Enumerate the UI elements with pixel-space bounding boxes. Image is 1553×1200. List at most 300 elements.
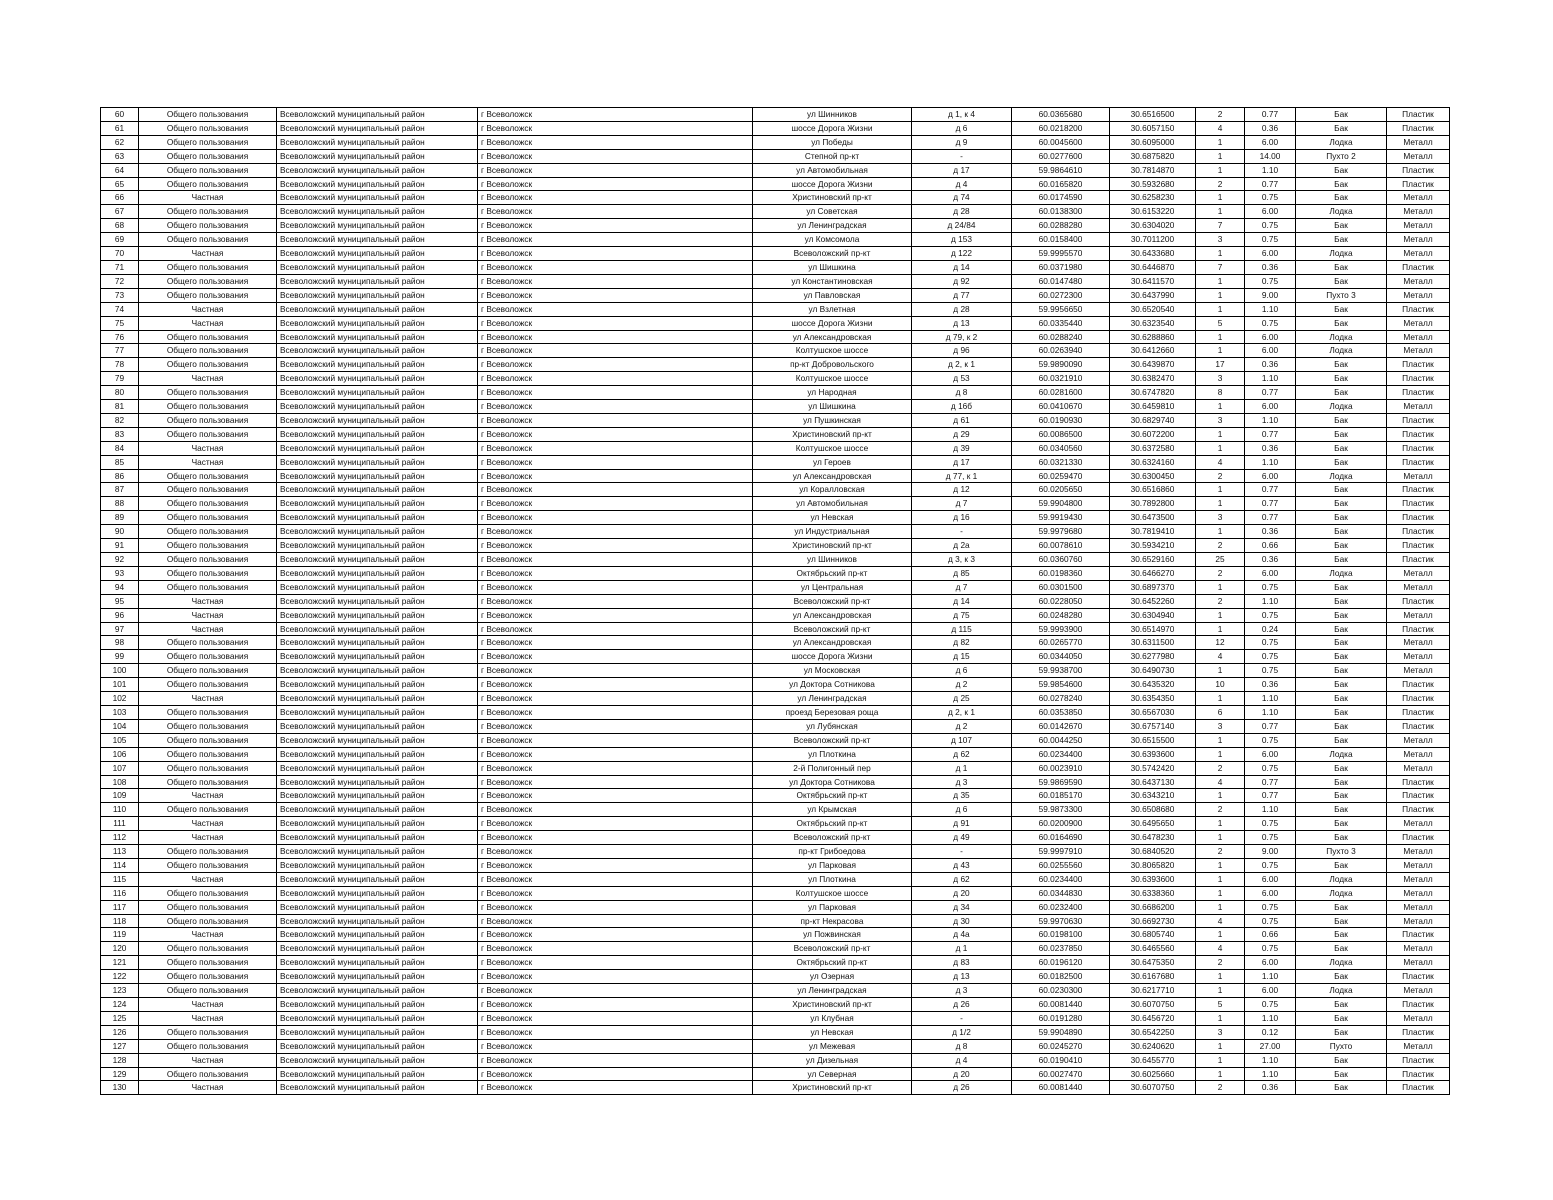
container-type-cell: Лодка bbox=[1296, 247, 1387, 261]
count-cell: 1 bbox=[1196, 427, 1245, 441]
district-cell: Всеволожский муниципальный район bbox=[277, 719, 478, 733]
volume-cell: 0.75 bbox=[1245, 858, 1296, 872]
container-type-cell: Бак bbox=[1296, 942, 1387, 956]
city-cell: г Всеволожск bbox=[478, 539, 753, 553]
longitude-cell: 30.6095000 bbox=[1110, 135, 1196, 149]
longitude-cell: 30.6515500 bbox=[1110, 733, 1196, 747]
material-cell: Металл bbox=[1387, 247, 1450, 261]
house-cell: д 61 bbox=[912, 413, 1012, 427]
table-row bbox=[101, 817, 1450, 831]
latitude-cell: 60.0158400 bbox=[1012, 233, 1110, 247]
district-cell: Всеволожский муниципальный район bbox=[277, 928, 478, 942]
count-cell: 1 bbox=[1196, 149, 1245, 163]
longitude-cell: 30.6692730 bbox=[1110, 914, 1196, 928]
row-number-cell: 120 bbox=[101, 942, 139, 956]
count-cell: 1 bbox=[1196, 483, 1245, 497]
city-cell: г Всеволожск bbox=[478, 386, 753, 400]
street-cell: Степной пр-кт bbox=[753, 149, 912, 163]
count-cell: 5 bbox=[1196, 316, 1245, 330]
table-row bbox=[101, 678, 1450, 692]
street-cell: ул Центральная bbox=[753, 580, 912, 594]
count-cell: 3 bbox=[1196, 1025, 1245, 1039]
ownership-cell: Общего пользования bbox=[139, 358, 277, 372]
longitude-cell: 30.6875820 bbox=[1110, 149, 1196, 163]
house-cell: д 77, к 1 bbox=[912, 469, 1012, 483]
ownership-cell: Общего пользования bbox=[139, 705, 277, 719]
row-number-cell: 122 bbox=[101, 970, 139, 984]
row-number-cell: 68 bbox=[101, 219, 139, 233]
district-cell: Всеволожский муниципальный район bbox=[277, 274, 478, 288]
row-number-cell: 114 bbox=[101, 858, 139, 872]
table-row bbox=[101, 149, 1450, 163]
district-cell: Всеволожский муниципальный район bbox=[277, 1067, 478, 1081]
count-cell: 2 bbox=[1196, 566, 1245, 580]
latitude-cell: 60.0045600 bbox=[1012, 135, 1110, 149]
material-cell: Пластик bbox=[1387, 553, 1450, 567]
latitude-cell: 60.0353850 bbox=[1012, 705, 1110, 719]
volume-cell: 1.10 bbox=[1245, 803, 1296, 817]
table-row bbox=[101, 594, 1450, 608]
latitude-cell: 60.0142670 bbox=[1012, 719, 1110, 733]
ownership-cell: Общего пользования bbox=[139, 650, 277, 664]
city-cell: г Всеволожск bbox=[478, 1053, 753, 1067]
container-type-cell: Бак bbox=[1296, 858, 1387, 872]
house-cell: д 1 bbox=[912, 761, 1012, 775]
table-row bbox=[101, 191, 1450, 205]
volume-cell: 1.10 bbox=[1245, 1011, 1296, 1025]
longitude-cell: 30.6311500 bbox=[1110, 636, 1196, 650]
container-type-cell: Бак bbox=[1296, 803, 1387, 817]
house-cell: д 3, к 3 bbox=[912, 553, 1012, 567]
ownership-cell: Частная bbox=[139, 1053, 277, 1067]
volume-cell: 1.10 bbox=[1245, 372, 1296, 386]
material-cell: Пластик bbox=[1387, 831, 1450, 845]
material-cell: Металл bbox=[1387, 219, 1450, 233]
street-cell: проезд Березовая роща bbox=[753, 705, 912, 719]
container-type-cell: Бак bbox=[1296, 664, 1387, 678]
material-cell: Металл bbox=[1387, 288, 1450, 302]
latitude-cell: 60.0340560 bbox=[1012, 441, 1110, 455]
city-cell: г Всеволожск bbox=[478, 1081, 753, 1095]
ownership-cell: Общего пользования bbox=[139, 483, 277, 497]
row-number-cell: 105 bbox=[101, 733, 139, 747]
row-number-cell: 103 bbox=[101, 705, 139, 719]
house-cell: д 122 bbox=[912, 247, 1012, 261]
city-cell: г Всеволожск bbox=[478, 149, 753, 163]
volume-cell: 0.66 bbox=[1245, 928, 1296, 942]
house-cell: д 34 bbox=[912, 900, 1012, 914]
material-cell: Металл bbox=[1387, 344, 1450, 358]
container-type-cell: Бак bbox=[1296, 302, 1387, 316]
count-cell: 1 bbox=[1196, 344, 1245, 358]
district-cell: Всеволожский муниципальный район bbox=[277, 705, 478, 719]
material-cell: Пластик bbox=[1387, 163, 1450, 177]
row-number-cell: 80 bbox=[101, 386, 139, 400]
house-cell: д 16 bbox=[912, 511, 1012, 525]
material-cell: Металл bbox=[1387, 956, 1450, 970]
district-cell: Всеволожский муниципальный район bbox=[277, 692, 478, 706]
longitude-cell: 30.6300450 bbox=[1110, 469, 1196, 483]
longitude-cell: 30.6072200 bbox=[1110, 427, 1196, 441]
street-cell: Октябрьский пр-кт bbox=[753, 817, 912, 831]
street-cell: пр-кт Добровольского bbox=[753, 358, 912, 372]
count-cell: 4 bbox=[1196, 455, 1245, 469]
material-cell: Пластик bbox=[1387, 539, 1450, 553]
house-cell: д 1 bbox=[912, 942, 1012, 956]
row-number-cell: 82 bbox=[101, 413, 139, 427]
latitude-cell: 60.0086500 bbox=[1012, 427, 1110, 441]
ownership-cell: Общего пользования bbox=[139, 956, 277, 970]
container-type-cell: Бак bbox=[1296, 775, 1387, 789]
count-cell: 2 bbox=[1196, 803, 1245, 817]
city-cell: г Всеволожск bbox=[478, 914, 753, 928]
city-cell: г Всеволожск bbox=[478, 358, 753, 372]
latitude-cell: 60.0288240 bbox=[1012, 330, 1110, 344]
city-cell: г Всеволожск bbox=[478, 163, 753, 177]
house-cell: - bbox=[912, 525, 1012, 539]
count-cell: 1 bbox=[1196, 872, 1245, 886]
city-cell: г Всеволожск bbox=[478, 789, 753, 803]
longitude-cell: 30.6057150 bbox=[1110, 121, 1196, 135]
district-cell: Всеволожский муниципальный район bbox=[277, 219, 478, 233]
latitude-cell: 60.0138300 bbox=[1012, 205, 1110, 219]
longitude-cell: 30.6490730 bbox=[1110, 664, 1196, 678]
table-row bbox=[101, 358, 1450, 372]
container-type-cell: Бак bbox=[1296, 1081, 1387, 1095]
district-cell: Всеволожский муниципальный район bbox=[277, 831, 478, 845]
house-cell: д 16б bbox=[912, 400, 1012, 414]
count-cell: 1 bbox=[1196, 1067, 1245, 1081]
ownership-cell: Общего пользования bbox=[139, 219, 277, 233]
table-row bbox=[101, 108, 1450, 122]
house-cell: д 2, к 1 bbox=[912, 358, 1012, 372]
city-cell: г Всеволожск bbox=[478, 970, 753, 984]
count-cell: 7 bbox=[1196, 260, 1245, 274]
volume-cell: 0.77 bbox=[1245, 775, 1296, 789]
ownership-cell: Общего пользования bbox=[139, 511, 277, 525]
latitude-cell: 60.0263940 bbox=[1012, 344, 1110, 358]
volume-cell: 0.75 bbox=[1245, 998, 1296, 1012]
volume-cell: 0.75 bbox=[1245, 664, 1296, 678]
street-cell: ул Северная bbox=[753, 1067, 912, 1081]
house-cell: д 2 bbox=[912, 678, 1012, 692]
table-row bbox=[101, 511, 1450, 525]
longitude-cell: 30.6411570 bbox=[1110, 274, 1196, 288]
volume-cell: 0.75 bbox=[1245, 233, 1296, 247]
ownership-cell: Общего пользования bbox=[139, 1039, 277, 1053]
house-cell: д 2а bbox=[912, 539, 1012, 553]
container-type-cell: Бак bbox=[1296, 1025, 1387, 1039]
material-cell: Металл bbox=[1387, 747, 1450, 761]
row-number-cell: 107 bbox=[101, 761, 139, 775]
container-type-cell: Бак bbox=[1296, 386, 1387, 400]
volume-cell: 0.75 bbox=[1245, 914, 1296, 928]
table-row bbox=[101, 205, 1450, 219]
house-cell: д 28 bbox=[912, 302, 1012, 316]
longitude-cell: 30.6277980 bbox=[1110, 650, 1196, 664]
table-row bbox=[101, 483, 1450, 497]
city-cell: г Всеволожск bbox=[478, 177, 753, 191]
count-cell: 3 bbox=[1196, 233, 1245, 247]
volume-cell: 0.36 bbox=[1245, 441, 1296, 455]
longitude-cell: 30.5934210 bbox=[1110, 539, 1196, 553]
house-cell: д 14 bbox=[912, 594, 1012, 608]
latitude-cell: 60.0255560 bbox=[1012, 858, 1110, 872]
container-type-cell: Лодка bbox=[1296, 886, 1387, 900]
latitude-cell: 60.0232400 bbox=[1012, 900, 1110, 914]
street-cell: ул Константиновская bbox=[753, 274, 912, 288]
volume-cell: 6.00 bbox=[1245, 872, 1296, 886]
row-number-cell: 115 bbox=[101, 872, 139, 886]
city-cell: г Всеволожск bbox=[478, 511, 753, 525]
container-type-cell: Бак bbox=[1296, 900, 1387, 914]
row-number-cell: 79 bbox=[101, 372, 139, 386]
row-number-cell: 78 bbox=[101, 358, 139, 372]
container-type-cell: Бак bbox=[1296, 998, 1387, 1012]
material-cell: Пластик bbox=[1387, 1067, 1450, 1081]
container-type-cell: Бак bbox=[1296, 650, 1387, 664]
count-cell: 4 bbox=[1196, 942, 1245, 956]
longitude-cell: 30.5932680 bbox=[1110, 177, 1196, 191]
table-row bbox=[101, 1039, 1450, 1053]
container-type-cell: Бак bbox=[1296, 928, 1387, 942]
latitude-cell: 59.9919430 bbox=[1012, 511, 1110, 525]
latitude-cell: 60.0200900 bbox=[1012, 817, 1110, 831]
ownership-cell: Частная bbox=[139, 872, 277, 886]
row-number-cell: 102 bbox=[101, 692, 139, 706]
longitude-cell: 30.6240620 bbox=[1110, 1039, 1196, 1053]
street-cell: Колтушское шоссе bbox=[753, 441, 912, 455]
ownership-cell: Общего пользования bbox=[139, 497, 277, 511]
ownership-cell: Общего пользования bbox=[139, 566, 277, 580]
row-number-cell: 83 bbox=[101, 427, 139, 441]
container-type-cell: Бак bbox=[1296, 163, 1387, 177]
table-row bbox=[101, 775, 1450, 789]
count-cell: 1 bbox=[1196, 274, 1245, 288]
house-cell: д 30 bbox=[912, 914, 1012, 928]
longitude-cell: 30.5742420 bbox=[1110, 761, 1196, 775]
ownership-cell: Частная bbox=[139, 191, 277, 205]
count-cell: 1 bbox=[1196, 163, 1245, 177]
container-type-cell: Бак bbox=[1296, 636, 1387, 650]
row-number-cell: 123 bbox=[101, 984, 139, 998]
street-cell: ул Плоткина bbox=[753, 747, 912, 761]
volume-cell: 6.00 bbox=[1245, 984, 1296, 998]
city-cell: г Всеволожск bbox=[478, 747, 753, 761]
longitude-cell: 30.6412660 bbox=[1110, 344, 1196, 358]
material-cell: Пластик bbox=[1387, 108, 1450, 122]
street-cell: Колтушское шоссе bbox=[753, 372, 912, 386]
container-type-cell: Бак bbox=[1296, 191, 1387, 205]
street-cell: ул Коралловская bbox=[753, 483, 912, 497]
ownership-cell: Общего пользования bbox=[139, 636, 277, 650]
latitude-cell: 60.0321330 bbox=[1012, 455, 1110, 469]
ownership-cell: Общего пользования bbox=[139, 386, 277, 400]
table-row bbox=[101, 233, 1450, 247]
street-cell: 2-й Полигонный пер bbox=[753, 761, 912, 775]
container-type-cell: Бак bbox=[1296, 525, 1387, 539]
ownership-cell: Общего пользования bbox=[139, 121, 277, 135]
district-cell: Всеволожский муниципальный район bbox=[277, 998, 478, 1012]
latitude-cell: 60.0234400 bbox=[1012, 747, 1110, 761]
table-row bbox=[101, 400, 1450, 414]
row-number-cell: 128 bbox=[101, 1053, 139, 1067]
city-cell: г Всеволожск bbox=[478, 733, 753, 747]
ownership-cell: Общего пользования bbox=[139, 149, 277, 163]
house-cell: - bbox=[912, 149, 1012, 163]
street-cell: Октябрьский пр-кт bbox=[753, 789, 912, 803]
table-row bbox=[101, 1025, 1450, 1039]
ownership-cell: Общего пользования bbox=[139, 539, 277, 553]
material-cell: Пластик bbox=[1387, 928, 1450, 942]
street-cell: Христиновский пр-кт bbox=[753, 427, 912, 441]
count-cell: 1 bbox=[1196, 664, 1245, 678]
ownership-cell: Общего пользования bbox=[139, 553, 277, 567]
container-type-cell: Бак bbox=[1296, 705, 1387, 719]
latitude-cell: 60.0205650 bbox=[1012, 483, 1110, 497]
ownership-cell: Общего пользования bbox=[139, 775, 277, 789]
count-cell: 2 bbox=[1196, 594, 1245, 608]
latitude-cell: 60.0218200 bbox=[1012, 121, 1110, 135]
volume-cell: 0.75 bbox=[1245, 831, 1296, 845]
house-cell: - bbox=[912, 845, 1012, 859]
material-cell: Пластик bbox=[1387, 998, 1450, 1012]
table-row bbox=[101, 1067, 1450, 1081]
longitude-cell: 30.6456720 bbox=[1110, 1011, 1196, 1025]
volume-cell: 0.77 bbox=[1245, 789, 1296, 803]
volume-cell: 6.00 bbox=[1245, 747, 1296, 761]
longitude-cell: 30.6542250 bbox=[1110, 1025, 1196, 1039]
ownership-cell: Частная bbox=[139, 998, 277, 1012]
city-cell: г Всеволожск bbox=[478, 636, 753, 650]
district-cell: Всеволожский муниципальный район bbox=[277, 580, 478, 594]
city-cell: г Всеволожск bbox=[478, 942, 753, 956]
district-cell: Всеволожский муниципальный район bbox=[277, 108, 478, 122]
latitude-cell: 60.0185170 bbox=[1012, 789, 1110, 803]
material-cell: Металл bbox=[1387, 900, 1450, 914]
volume-cell: 0.36 bbox=[1245, 553, 1296, 567]
volume-cell: 0.77 bbox=[1245, 483, 1296, 497]
longitude-cell: 30.6354350 bbox=[1110, 692, 1196, 706]
longitude-cell: 30.6529160 bbox=[1110, 553, 1196, 567]
district-cell: Всеволожский муниципальный район bbox=[277, 1081, 478, 1095]
ownership-cell: Общего пользования bbox=[139, 330, 277, 344]
latitude-cell: 60.0321910 bbox=[1012, 372, 1110, 386]
container-type-cell: Бак bbox=[1296, 539, 1387, 553]
table-row bbox=[101, 747, 1450, 761]
city-cell: г Всеволожск bbox=[478, 984, 753, 998]
district-cell: Всеволожский муниципальный район bbox=[277, 288, 478, 302]
container-type-cell: Лодка bbox=[1296, 566, 1387, 580]
row-number-cell: 125 bbox=[101, 1011, 139, 1025]
row-number-cell: 76 bbox=[101, 330, 139, 344]
city-cell: г Всеволожск bbox=[478, 998, 753, 1012]
city-cell: г Всеволожск bbox=[478, 692, 753, 706]
material-cell: Металл bbox=[1387, 845, 1450, 859]
house-cell: д 96 bbox=[912, 344, 1012, 358]
count-cell: 25 bbox=[1196, 553, 1245, 567]
longitude-cell: 30.6452260 bbox=[1110, 594, 1196, 608]
container-type-cell: Бак bbox=[1296, 1011, 1387, 1025]
table-row bbox=[101, 121, 1450, 135]
district-cell: Всеволожский муниципальный район bbox=[277, 427, 478, 441]
table-row bbox=[101, 163, 1450, 177]
city-cell: г Всеволожск bbox=[478, 956, 753, 970]
material-cell: Металл bbox=[1387, 872, 1450, 886]
row-number-cell: 95 bbox=[101, 594, 139, 608]
material-cell: Металл bbox=[1387, 1039, 1450, 1053]
street-cell: ул Героев bbox=[753, 455, 912, 469]
longitude-cell: 30.6516500 bbox=[1110, 108, 1196, 122]
count-cell: 1 bbox=[1196, 400, 1245, 414]
latitude-cell: 60.0174590 bbox=[1012, 191, 1110, 205]
latitude-cell: 59.9997910 bbox=[1012, 845, 1110, 859]
street-cell: ул Клубная bbox=[753, 1011, 912, 1025]
house-cell: д 53 bbox=[912, 372, 1012, 386]
table-row bbox=[101, 302, 1450, 316]
ownership-cell: Общего пользования bbox=[139, 1067, 277, 1081]
row-number-cell: 93 bbox=[101, 566, 139, 580]
district-cell: Всеволожский муниципальный район bbox=[277, 636, 478, 650]
material-cell: Металл bbox=[1387, 761, 1450, 775]
longitude-cell: 30.6514970 bbox=[1110, 622, 1196, 636]
row-number-cell: 106 bbox=[101, 747, 139, 761]
street-cell: Христиновский пр-кт bbox=[753, 191, 912, 205]
table-row bbox=[101, 566, 1450, 580]
table-row bbox=[101, 803, 1450, 817]
street-cell: ул Шинников bbox=[753, 108, 912, 122]
street-cell: шоссе Дорога Жизни bbox=[753, 650, 912, 664]
house-cell: д 13 bbox=[912, 316, 1012, 330]
longitude-cell: 30.6338360 bbox=[1110, 886, 1196, 900]
container-type-cell: Бак bbox=[1296, 358, 1387, 372]
table-row bbox=[101, 1053, 1450, 1067]
table-row bbox=[101, 539, 1450, 553]
row-number-cell: 108 bbox=[101, 775, 139, 789]
container-type-cell: Бак bbox=[1296, 608, 1387, 622]
street-cell: ул Пушкинская bbox=[753, 413, 912, 427]
volume-cell: 6.00 bbox=[1245, 469, 1296, 483]
row-number-cell: 116 bbox=[101, 886, 139, 900]
container-type-cell: Лодка bbox=[1296, 135, 1387, 149]
latitude-cell: 60.0023910 bbox=[1012, 761, 1110, 775]
container-type-cell: Бак bbox=[1296, 483, 1387, 497]
longitude-cell: 30.6475350 bbox=[1110, 956, 1196, 970]
city-cell: г Всеволожск bbox=[478, 1011, 753, 1025]
container-type-cell: Лодка bbox=[1296, 344, 1387, 358]
volume-cell: 1.10 bbox=[1245, 302, 1296, 316]
street-cell: ул Шинников bbox=[753, 553, 912, 567]
city-cell: г Всеволожск bbox=[478, 288, 753, 302]
house-cell: д 83 bbox=[912, 956, 1012, 970]
district-cell: Всеволожский муниципальный район bbox=[277, 191, 478, 205]
longitude-cell: 30.6324160 bbox=[1110, 455, 1196, 469]
volume-cell: 1.10 bbox=[1245, 1053, 1296, 1067]
row-number-cell: 77 bbox=[101, 344, 139, 358]
material-cell: Металл bbox=[1387, 233, 1450, 247]
street-cell: ул Невская bbox=[753, 1025, 912, 1039]
volume-cell: 0.77 bbox=[1245, 108, 1296, 122]
volume-cell: 0.24 bbox=[1245, 622, 1296, 636]
longitude-cell: 30.6478230 bbox=[1110, 831, 1196, 845]
longitude-cell: 30.6258230 bbox=[1110, 191, 1196, 205]
material-cell: Металл bbox=[1387, 886, 1450, 900]
volume-cell: 0.36 bbox=[1245, 678, 1296, 692]
latitude-cell: 60.0027470 bbox=[1012, 1067, 1110, 1081]
container-type-cell: Лодка bbox=[1296, 747, 1387, 761]
table-row bbox=[101, 942, 1450, 956]
longitude-cell: 30.6466270 bbox=[1110, 566, 1196, 580]
